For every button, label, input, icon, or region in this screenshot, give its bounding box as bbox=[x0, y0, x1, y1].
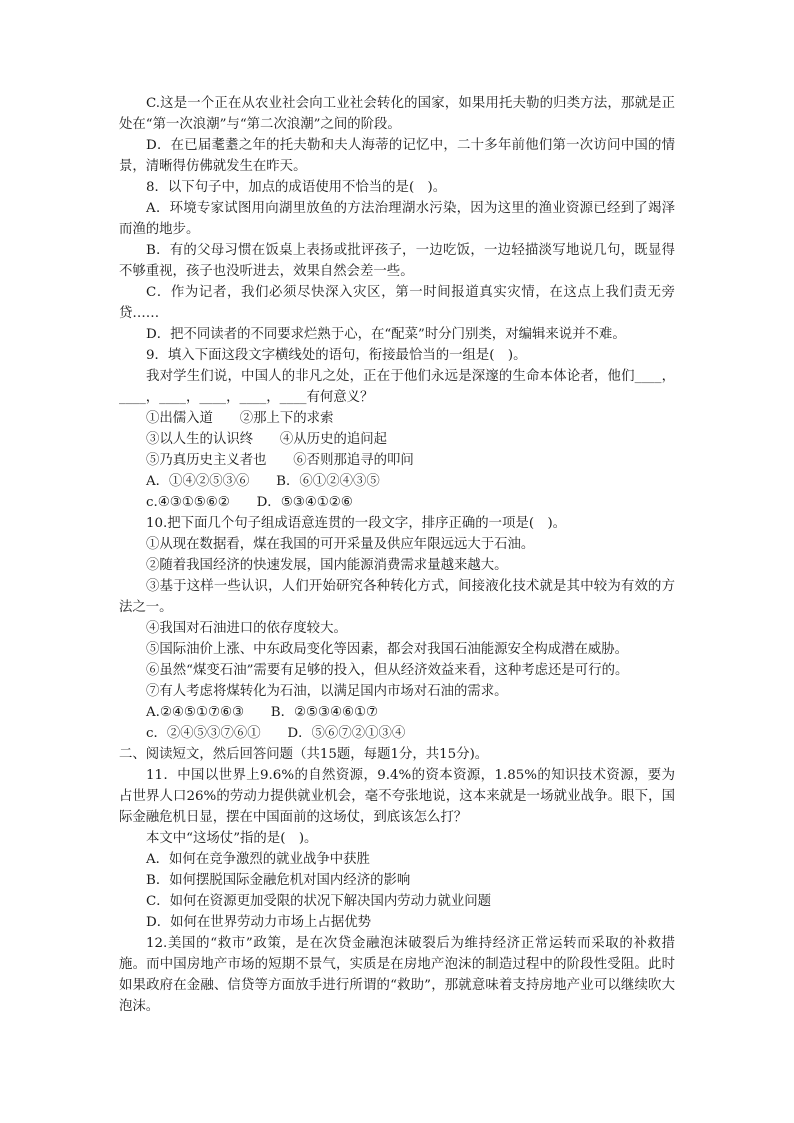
question-10-sentence-7: ⑦有人考虑将煤转化为石油，以满足国内市场对石油的需求。 bbox=[146, 684, 508, 699]
question-9-stem: 9．填入下面这段文字横线处的语句，衔接最恰当的一组是( )。 bbox=[146, 348, 527, 363]
question-9-fragments-1-2: ①出儒入道 ②那上下的求索 bbox=[146, 411, 334, 426]
option-11b: B．如何摆脱国际金融危机对国内经济的影响 bbox=[146, 873, 411, 888]
document-body bbox=[119, 93, 675, 1017]
option-8d: D．把不同读者的不同要求烂熟于心，在“配菜”时分门别类，对编辑来说并不难。 bbox=[146, 327, 626, 342]
question-10-sentence-6: ⑥虽然“煤变石油”需要有足够的投入，但从经济效益来看，这种考虑还是可行的。 bbox=[146, 663, 629, 678]
question-10-options-ab: A.②④⑤①⑦⑥③ B．②⑤③④⑥①⑦ bbox=[146, 705, 379, 720]
question-10-sentence-4: ④我国对石油进口的依存度较大。 bbox=[146, 621, 347, 636]
question-8-stem: 8．以下句子中，加点的成语使用不恰当的是( )。 bbox=[146, 180, 447, 195]
option-7c: C.这是一个正在从农业社会向工业社会转化的国家，如果用托夫勒的归类方法，那就是正处在“第一次浪潮”与“第二次浪潮”之间的阶段。 bbox=[119, 96, 675, 132]
option-11d: D．如何在世界劳动力市场上占据优势 bbox=[146, 915, 371, 930]
option-8c: C．作为记者，我们必须尽快深入灾区，第一时间报道真实灾情，在这点上我们责无旁贷…… bbox=[119, 285, 675, 321]
question-10-options-cd: c．②④⑤③⑦⑥① D．⑤⑥⑦②①③④ bbox=[146, 726, 406, 741]
question-10-stem: 10.把下面几个句子组成语意连贯的一段文字，排序正确的一项是( )。 bbox=[146, 516, 567, 531]
question-10-sentence-2: ②随着我国经济的快速发展，国内能源消费需求量越来越大。 bbox=[146, 558, 508, 573]
section-2-heading: 二、阅读短文，然后回答问题（共15题，每题1分，共15分)。 bbox=[119, 747, 489, 762]
option-11a: A．如何在竞争激烈的就业战争中获胜 bbox=[146, 852, 370, 867]
question-11-passage: 11．中国以世界上9.6%的自然资源，9.4%的资本资源，1.85%的知识技术资源，要为占世界人口26%的劳动力提供就业机会，毫不夸张地说，这本来就是一场就业战争。眼下，国际金融危机日显，摆在中国面前的这场仗，到底该怎么打？ bbox=[119, 768, 675, 825]
question-10-sentence-3: ③基于这样一些认识，人们开始研究各种转化方式，间接液化技术就是其中较为有效的方法之一。 bbox=[119, 579, 675, 615]
question-9-passage: 我对学生们说，中国人的非凡之处，正在于他们永远是深邃的生命本体论者，他们____，____，____，____，____，____有何意义？ bbox=[119, 369, 675, 405]
question-9-fragments-5-6: ⑤乃真历史主义者也 ⑥否则那追寻的叩问 bbox=[146, 453, 414, 468]
option-7d: D．在已届耄耋之年的托夫勒和夫人海蒂的记忆中，二十多年前他们第一次访问中国的情景，清晰得仿佛就发生在昨天。 bbox=[119, 138, 675, 174]
question-9-options-cd: c.④③①⑤⑥② D．⑤③④①②⑥ bbox=[146, 495, 353, 510]
option-8a: A．环境专家试图用向湖里放鱼的方法治理湖水污染，因为这里的渔业资源已经到了竭泽而渔的地步。 bbox=[119, 201, 675, 237]
option-8b: B．有的父母习惯在饭桌上表扬或批评孩子，一边吃饭，一边轻描淡写地说几句，既显得不够重视，孩子也没听进去，效果自然会差一些。 bbox=[119, 243, 675, 279]
question-10-sentence-1: ①从现在数据看，煤在我国的可开采量及供应年限远远大于石油。 bbox=[146, 537, 535, 552]
question-9-options-ab: A．①④②⑤③⑥ B．⑥①②④③⑤ bbox=[146, 474, 380, 489]
question-9-fragments-3-4: ③以人生的认识终 ④从历史的追问起 bbox=[146, 432, 388, 447]
option-11c: C．如何在资源更加受限的状况下解决国内劳动力就业问题 bbox=[146, 894, 492, 909]
question-11-stem: 本文中“这场仗”指的是( )。 bbox=[146, 831, 318, 846]
question-10-sentence-5: ⑤国际油价上涨、中东政局变化等因素，都会对我国石油能源安全构成潜在威胁。 bbox=[146, 642, 629, 657]
question-12-passage: 12.美国的“救市”政策，是在次贷金融泡沫破裂后为维持经济正常运转而采取的补救措施。而中国房地产市场的短期不景气，实质是在房地产泡沫的制造过程中的阶段性受阻。此时如果政府在金融、信贷等方面放手进行所谓的“救助”，那就意味着支持房地产业可以继续吹大泡沫。 bbox=[119, 936, 675, 1014]
